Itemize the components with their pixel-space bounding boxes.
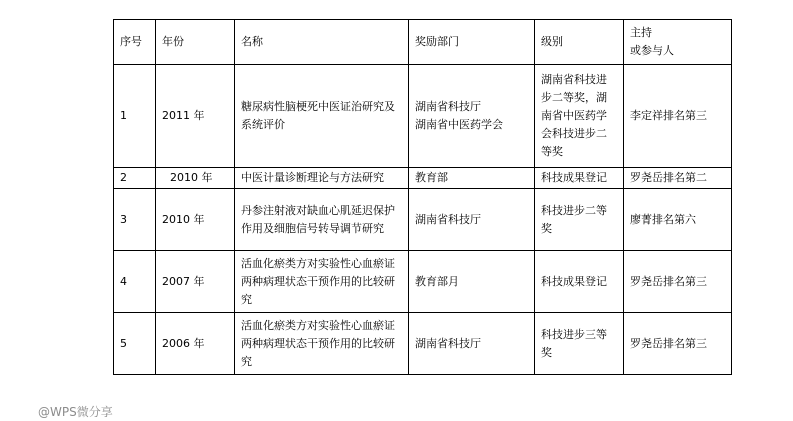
cell-dept: 湖南省科技厅 xyxy=(409,189,535,251)
cell-seq: 3 xyxy=(114,189,156,251)
cell-dept xyxy=(409,65,535,168)
table-row xyxy=(114,65,732,168)
cell-year: 2007 年 xyxy=(156,251,235,313)
awards-table xyxy=(113,19,732,375)
table-row xyxy=(114,168,732,189)
wps-watermark: @WPS微分享 xyxy=(38,405,113,419)
cell-person: 李定祥排名第三 xyxy=(624,65,732,168)
cell-dept-line2: 湖南省中医药学会 xyxy=(415,118,503,131)
cell-person: 廖菁排名第六 xyxy=(624,189,732,251)
header-level: 级别 xyxy=(535,20,624,65)
header-host-line2: 或参与人 xyxy=(630,44,674,57)
cell-person: 罗尧岳排名第二 xyxy=(624,168,732,189)
cell-name: 活血化瘀类方对实验性心血瘀证两种病理状态干预作用的比较研究 xyxy=(235,251,409,313)
cell-year: 2011 年 xyxy=(156,65,235,168)
cell-person: 罗尧岳排名第三 xyxy=(624,313,732,375)
table-row xyxy=(114,189,732,251)
cell-level: 科技成果登记 xyxy=(535,251,624,313)
cell-name: 活血化瘀类方对实验性心血瘀证两种病理状态干预作用的比较研究 xyxy=(235,313,409,375)
cell-person: 罗尧岳排名第三 xyxy=(624,251,732,313)
table-row xyxy=(114,251,732,313)
cell-year: 2010 年 xyxy=(156,168,235,189)
cell-seq: 2 xyxy=(114,168,156,189)
table-header-row xyxy=(114,20,732,65)
cell-year: 2006 年 xyxy=(156,313,235,375)
cell-seq: 4 xyxy=(114,251,156,313)
cell-level: 科技进步三等奖 xyxy=(535,313,624,375)
header-seq: 序号 xyxy=(114,20,156,65)
table-row xyxy=(114,313,732,375)
cell-seq: 1 xyxy=(114,65,156,168)
cell-level: 湖南省科技进步二等奖，湖南省中医药学会科技进步二等奖 xyxy=(535,65,624,168)
header-dept: 奖励部门 xyxy=(409,20,535,65)
cell-dept: 教育部 xyxy=(409,168,535,189)
cell-level: 科技进步二等奖 xyxy=(535,189,624,251)
header-host xyxy=(624,20,732,65)
cell-dept: 湖南省科技厅 xyxy=(409,313,535,375)
header-name: 名称 xyxy=(235,20,409,65)
cell-dept-line1: 湖南省科技厅 xyxy=(415,100,481,113)
cell-seq: 5 xyxy=(114,313,156,375)
header-host-line1: 主持 xyxy=(630,26,652,39)
header-year: 年份 xyxy=(156,20,235,65)
cell-year: 2010 年 xyxy=(156,189,235,251)
cell-level: 科技成果登记 xyxy=(535,168,624,189)
cell-name: 糖尿病性脑梗死中医证治研究及系统评价 xyxy=(235,65,409,168)
cell-dept: 教育部月 xyxy=(409,251,535,313)
cell-name: 中医计量诊断理论与方法研究 xyxy=(235,168,409,189)
cell-name: 丹参注射液对缺血心肌延迟保护作用及细胞信号转导调节研究 xyxy=(235,189,409,251)
